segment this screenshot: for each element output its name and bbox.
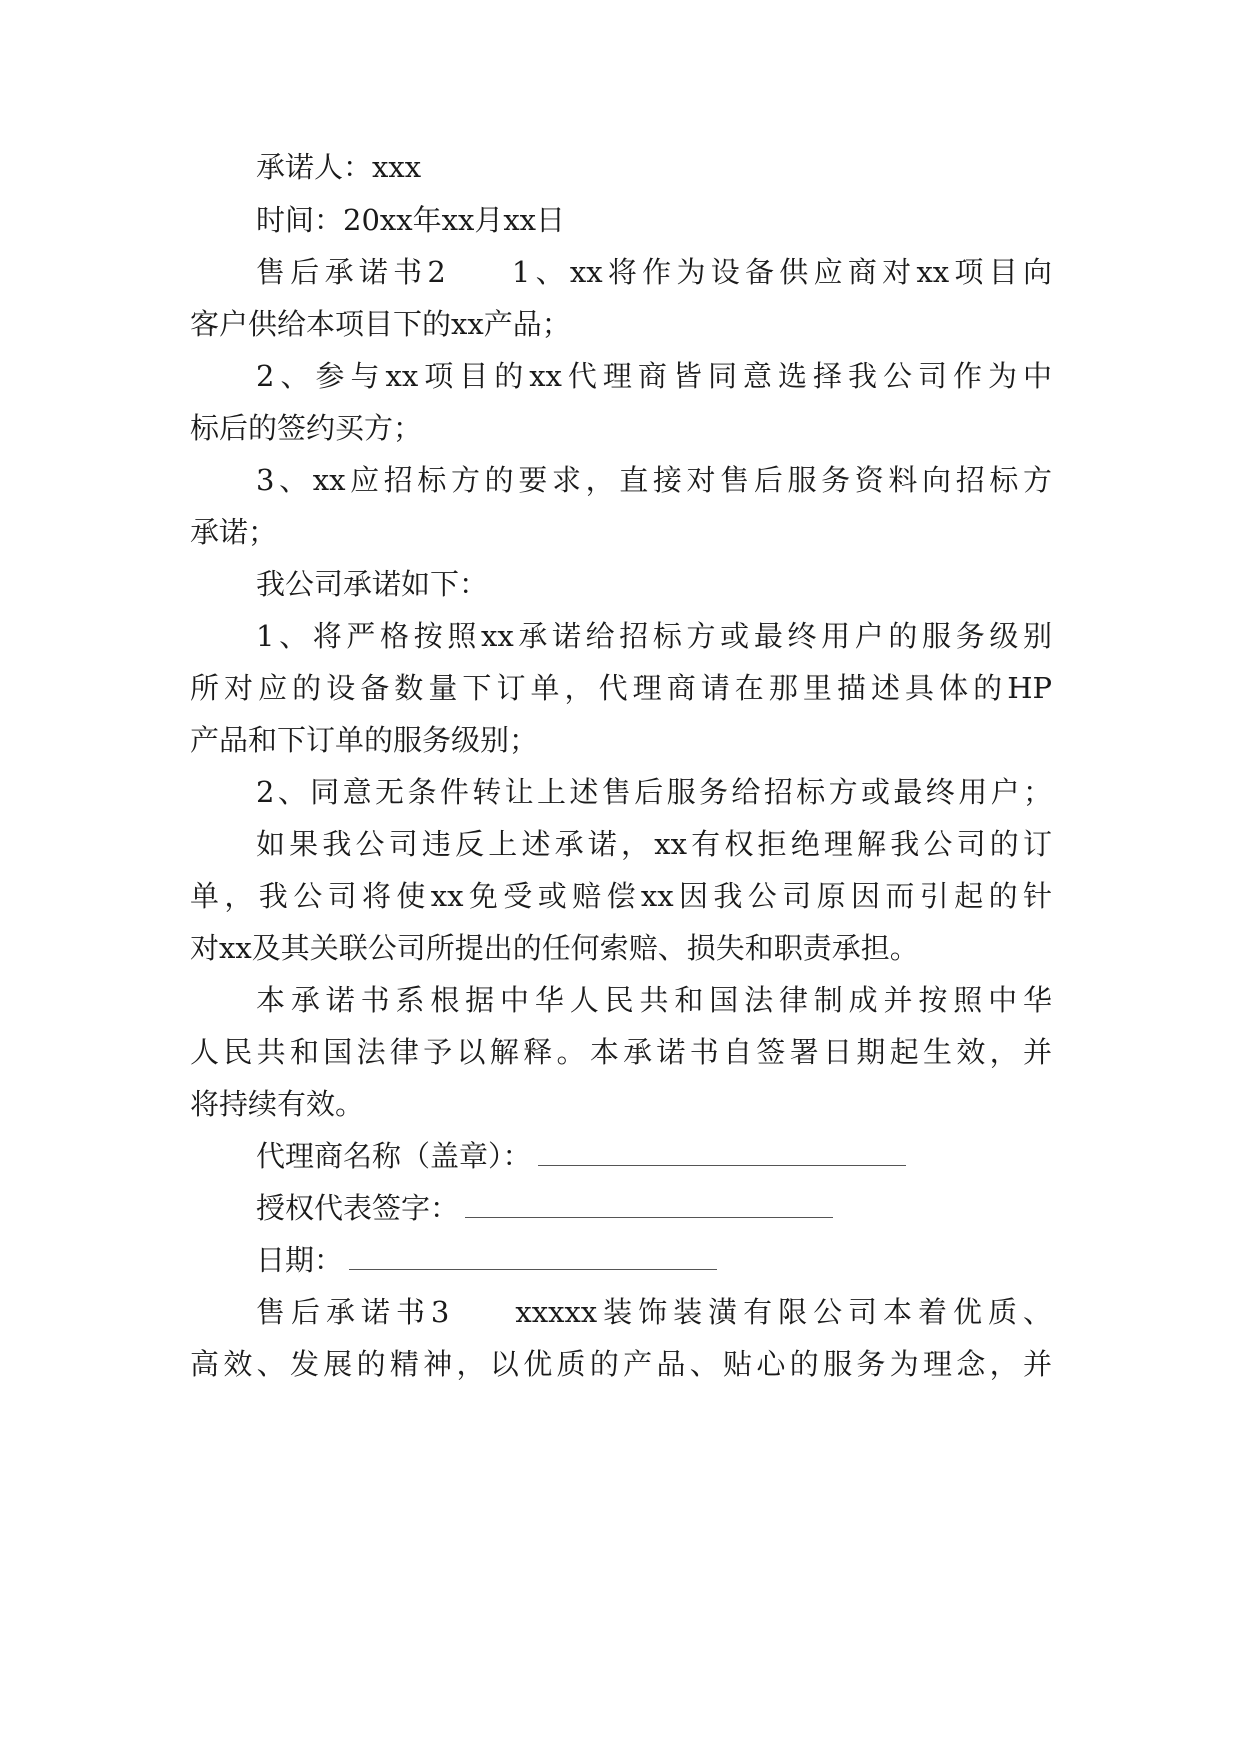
date-text: 时间：20xx年xx月xx日: [256, 203, 566, 237]
paragraph-line: [256, 616, 1052, 656]
sign-date-label: 日期：: [256, 1243, 344, 1277]
paragraph-line: [190, 304, 1052, 344]
paragraph-line: [190, 1032, 1052, 1072]
paragraph-text: 1、将严格按照xx承诺给招标方或最终用户的服务级别: [256, 619, 1052, 653]
signature-label: 授权代表签字：: [256, 1191, 460, 1225]
paragraph-text: 人民共和国法律予以解释。本承诺书自签署日期起生效，并: [190, 1035, 1052, 1069]
section-3-heading: 售后承诺书3: [256, 1295, 450, 1329]
sign-date-blank[interactable]: [349, 1241, 717, 1270]
paragraph-text: 标后的签约买方；: [190, 411, 423, 445]
paragraph-text: 客户供给本项目下的xx产品；: [190, 307, 571, 341]
paragraph-text: 高效、发展的精神，以优质的产品、贴心的服务为理念，并: [190, 1347, 1052, 1381]
paragraph-text: 对xx及其关联公司所提出的任何索赔、损失和职责承担。: [190, 931, 919, 965]
agent-name-field: [256, 1136, 1052, 1176]
paragraph-text: 单，我公司将使xx免受或赔偿xx因我公司原因而引起的针: [190, 879, 1052, 913]
paragraph-line: [190, 512, 1052, 552]
paragraph-text: 3、xx应招标方的要求，直接对售后服务资料向招标方: [256, 463, 1052, 497]
promisor-line: [256, 147, 1052, 187]
paragraph-line: [190, 876, 1052, 916]
section-2-heading-line: [256, 252, 1052, 292]
paragraph-line: [190, 408, 1052, 448]
date-line: [256, 200, 1052, 240]
paragraph-line: [256, 356, 1052, 396]
paragraph-line: [190, 668, 1052, 708]
paragraph-text: xxxxx装饰装潢有限公司本着优质、: [515, 1295, 1052, 1329]
sign-date-field: [256, 1240, 1052, 1280]
signature-blank[interactable]: [465, 1189, 833, 1218]
paragraph-text: 2、同意无条件转让上述售后服务给招标方或最终用户；: [256, 775, 1052, 809]
paragraph-line: [190, 1344, 1052, 1384]
paragraph-text: 将持续有效。: [190, 1087, 365, 1121]
section-3-heading-line: [256, 1292, 1052, 1332]
paragraph-text: 产品和下订单的服务级别；: [190, 723, 539, 757]
paragraph-line: [256, 824, 1052, 864]
paragraph-text: 2、参与xx项目的xx代理商皆同意选择我公司作为中: [256, 359, 1052, 393]
paragraph-line: [256, 980, 1052, 1020]
promisor-text: 承诺人：xxx: [256, 150, 422, 184]
agent-name-label: 代理商名称（盖章）：: [256, 1139, 532, 1173]
commitment-heading-line: [256, 564, 1052, 604]
paragraph-text: 所对应的设备数量下订单，代理商请在那里描述具体的HP: [190, 671, 1052, 705]
paragraph-text: 1、xx将作为设备供应商对xx项目向: [511, 255, 1053, 289]
agent-name-blank[interactable]: [538, 1137, 906, 1166]
commitment-heading: 我公司承诺如下：: [256, 567, 489, 601]
paragraph-line: [190, 1084, 1052, 1124]
paragraph-text: 承诺；: [190, 515, 278, 549]
paragraph-line: [256, 460, 1052, 500]
paragraph-text: 如果我公司违反上述承诺，xx有权拒绝理解我公司的订: [256, 827, 1052, 861]
paragraph-line: [190, 720, 1052, 760]
signature-field: [256, 1188, 1052, 1228]
section-2-heading: 售后承诺书2: [256, 255, 446, 289]
paragraph-line: [190, 928, 1052, 968]
paragraph-text: 本承诺书系根据中华人民共和国法律制成并按照中华: [256, 983, 1052, 1017]
paragraph-line: [256, 772, 1052, 812]
